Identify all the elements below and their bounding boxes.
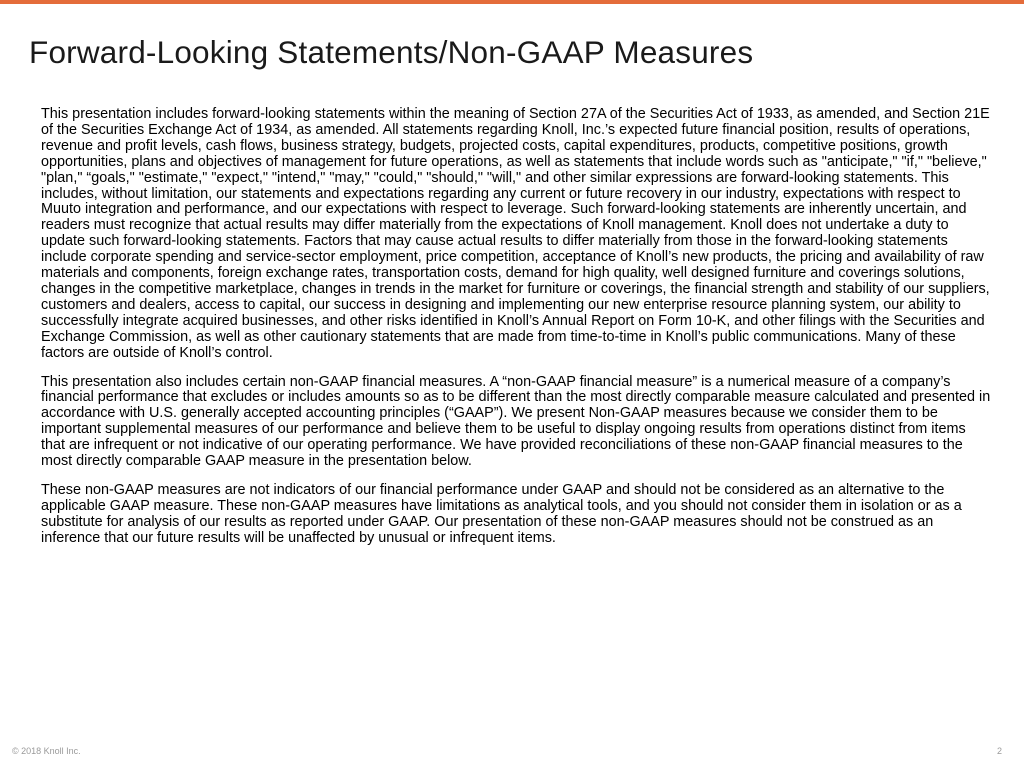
non-gaap-definition-paragraph: This presentation also includes certain non-GAAP financial measures. A “non-GAAP financial measure” is a numerical measure of a company’s financial performance that excludes or includes amounts so as to be different than the most directly comparable measure calculated and presented in accordance with U.S. generally accepted accounting principles (“GAAP”). We present Non-GAAP measures because we consider them to be important supplemental measures of our performance and believe them to be useful to display ongoing results from operations distinct from items that are infrequent or not indicative of our operating performance. We have provided reconciliations of these non-GAAP financial measures to the most directly comparable GAAP measure in the presentation below. xyxy=(41,373,991,470)
top-accent-bar xyxy=(0,0,1024,4)
copyright-notice: © 2018 Knoll Inc. xyxy=(12,746,81,756)
slide-title: Forward-Looking Statements/Non-GAAP Measures xyxy=(29,34,754,70)
forward-looking-paragraph: This presentation includes forward-looking statements within the meaning of Section 27A of the Securities Act of 1933, as amended, and Section 21E of the Securities Exchange Act of 1934, as amended. All statements regarding Knoll, Inc.’s expected future financial position, results of operations, revenue and profit levels, cash flows, business strategy, budgets, projected costs, capital expenditures, products, competitive positions, growth opportunities, plans and objectives of management for future operations, as well as statements that include words such as "anticipate," "if," "believe," "plan," “goals," "estimate," "expect," "intend," "may," "could," "should," "will," and other similar expressions are forward-looking statements. This includes, without limitation, our statements and expectations regarding any current or future recovery in our industry, expectations with respect to Muuto integration and performance, and our expectations with respect to leverage. Such forward-looking statements are inherently uncertain, and readers must recognize that actual results may differ materially from the expectations of Knoll management. Knoll does not undertake a duty to update such forward-looking statements. Factors that may cause actual results to differ materially from those in the forward-looking statements include corporate spending and service-sector employment, price competition, acceptance of Knoll’s new products, the pricing and availability of raw materials and components, foreign exchange rates, transportation costs, demand for high quality, well designed furniture and coverings solutions, changes in the competitive marketplace, changes in trends in the market for furniture or coverings, the financial strength and stability of our suppliers, customers and dealers, access to capital, our success in designing and implementing our new enterprise resource planning system, our ability to successfully integrate acquired businesses, and other risks identified in Knoll’s Annual Report on Form 10-K, and other filings with the Securities and Exchange Commission, as well as other cautionary statements that are made from time-to-time in Knoll’s public communications. Many of these factors are outside of Knoll’s control. xyxy=(41,106,990,361)
page-number: 2 xyxy=(996,746,1002,756)
slide-body xyxy=(41,107,991,560)
non-gaap-limitations-paragraph: These non-GAAP measures are not indicators of our financial performance under GAAP and should not be considered as an alternative to the applicable GAAP measure. These non-GAAP measures have limitations as analytical tools, and you should not consider them in isolation or as a substitute for analysis of our results as reported under GAAP. Our presentation of these non-GAAP measures should not be construed as an inference that our future results will be unaffected by unusual or infrequent items. xyxy=(41,481,962,546)
